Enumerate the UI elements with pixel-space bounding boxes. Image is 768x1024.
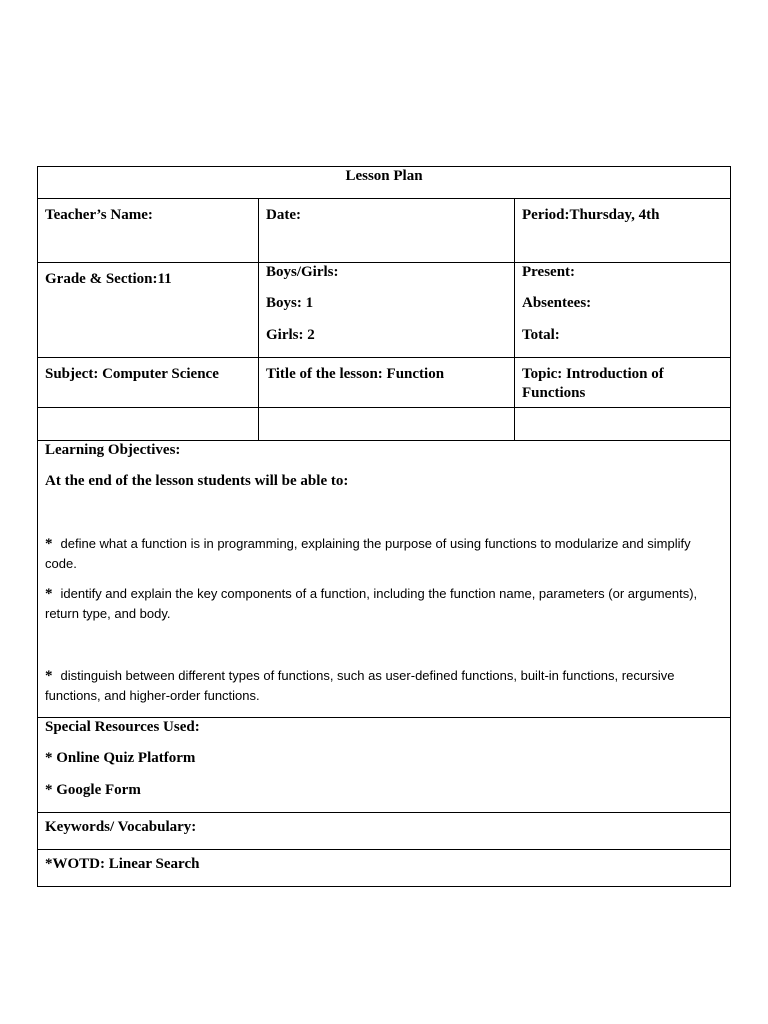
wotd-section: [38, 850, 730, 887]
bullet-star: *: [45, 536, 53, 552]
empty-cell-3: [514, 408, 730, 440]
keywords-section: [38, 813, 730, 850]
lesson-plan-table: [37, 166, 731, 887]
teacher-name-cell: Teacher’s Name:: [45, 207, 153, 223]
objective-text: distinguish between different types of functions, such as user-defined functions, built-in functions, recursive functions, and higher-order functions.: [45, 668, 675, 703]
subject-row: [38, 358, 730, 408]
empty-row: [38, 408, 730, 441]
bullet-star: *: [45, 586, 53, 602]
present-label: Present:: [522, 264, 576, 280]
resources-section: [38, 718, 730, 813]
objective-item: [45, 534, 723, 573]
date-cell: Date:: [258, 199, 514, 262]
boys-count: Boys: 1: [266, 295, 314, 311]
objectives-section: [38, 441, 730, 718]
grade-section-cell: [38, 263, 258, 357]
title-row: [38, 167, 730, 199]
objective-item: [45, 666, 723, 705]
boys-girls-cell: [258, 263, 514, 357]
resources-heading: Special Resources Used:: [45, 719, 200, 735]
absentees-label: Absentees:: [522, 295, 592, 311]
period-cell: Period:Thursday, 4th: [514, 199, 730, 262]
lesson-title-cell: Title of the lesson: Function: [258, 358, 514, 407]
objective-text: identify and explain the key components of a function, including the function name, parameters (or arguments), return type, and body.: [45, 586, 698, 621]
total-label: Total:: [522, 327, 560, 343]
objective-text: define what a function is in programming, explaining the purpose of using functions to modularize and simplify code.: [45, 536, 691, 571]
teacher-row: [38, 199, 730, 263]
keywords-label: Keywords/ Vocabulary:: [45, 819, 197, 835]
objectives-intro: At the end of the lesson students will be able to:: [45, 473, 349, 489]
resource-item: * Google Form: [45, 782, 141, 798]
wotd-label: *WOTD: Linear Search: [45, 856, 200, 872]
grade-row: [38, 263, 730, 358]
grade-section-label: Grade & Section:11: [45, 271, 172, 287]
bullet-star: *: [45, 668, 53, 684]
objective-item: [45, 584, 723, 623]
boys-girls-label: Boys/Girls:: [266, 264, 339, 280]
topic-cell: Topic: Introduction of Functions: [514, 358, 730, 407]
subject-cell: Subject: Computer Science: [45, 366, 219, 382]
attendance-cell: [514, 263, 730, 357]
resource-item: * Online Quiz Platform: [45, 750, 196, 766]
empty-cell-1: [38, 408, 258, 440]
girls-count: Girls: 2: [266, 327, 315, 343]
empty-cell-2: [258, 408, 514, 440]
objectives-heading: Learning Objectives:: [45, 442, 181, 458]
lesson-plan-title: Lesson Plan: [345, 168, 423, 184]
